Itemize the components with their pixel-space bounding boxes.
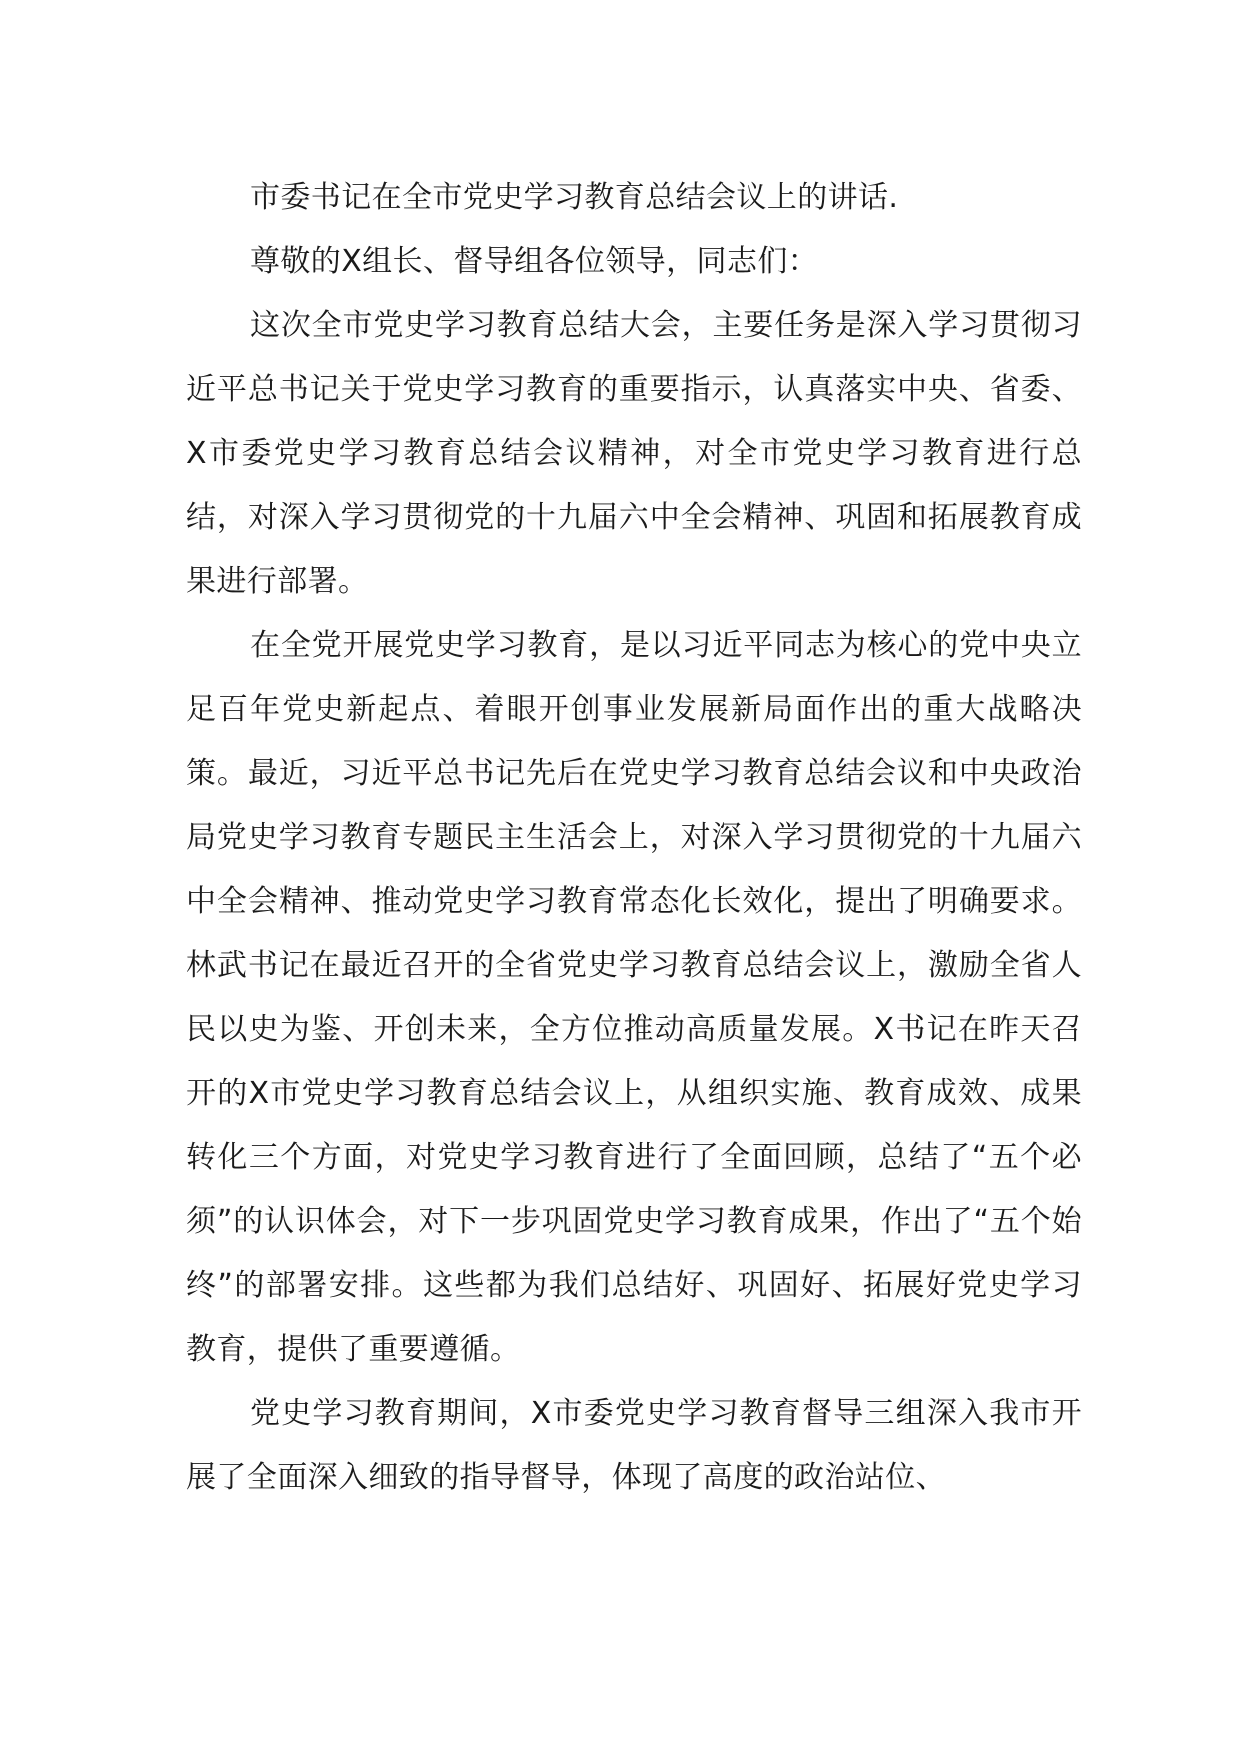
body-paragraph-3: 党史学习教育期间，X市委党史学习教育督导三组深入我市开展了全面深入细致的指导督导，体现了高度的政治站位、 [186, 1396, 1082, 1495]
speech-title-line: 市委书记在全市党史学习教育总结会议上的讲话. [250, 180, 899, 215]
salutation-paragraph: 尊敬的X组长、督导组各位领导，同志们： [250, 244, 819, 279]
body-paragraph-1: 这次全市党史学习教育总结大会，主要任务是深入学习贯彻习近平总书记关于党史学习教育的重要指示，认真落实中央、省委、X市委党史学习教育总结会议精神，对全市党史学习教育进行总结，对深入学习贯彻党的十九届六中全会精神、巩固和拓展教育成果进行部署。 [186, 308, 1082, 599]
body-paragraph-2: 在全党开展党史学习教育，是以习近平同志为核心的党中央立足百年党史新起点、着眼开创事业发展新局面作出的重大战略决策。最近，习近平总书记先后在党史学习教育总结会议和中央政治局党史学习教育专题民主生活会上，对深入学习贯彻党的十九届六中全会精神、推动党史学习教育常态化长效化，提出了明确要求。林武书记在最近召开的全省党史学习教育总结会议上，激励全省人民以史为鉴、开创未来，全方位推动高质量发展。X书记在昨天召开的X市党史学习教育总结会议上，从组织实施、教育成效、成果转化三个方面，对党史学习教育进行了全面回顾，总结了“五个必须”的认识体会，对下一步巩固党史学习教育成果，作出了“五个始终”的部署安排。这些都为我们总结好、巩固好、拓展好党史学习教育，提供了重要遵循。 [186, 628, 1082, 1367]
document-body [186, 166, 1082, 1510]
